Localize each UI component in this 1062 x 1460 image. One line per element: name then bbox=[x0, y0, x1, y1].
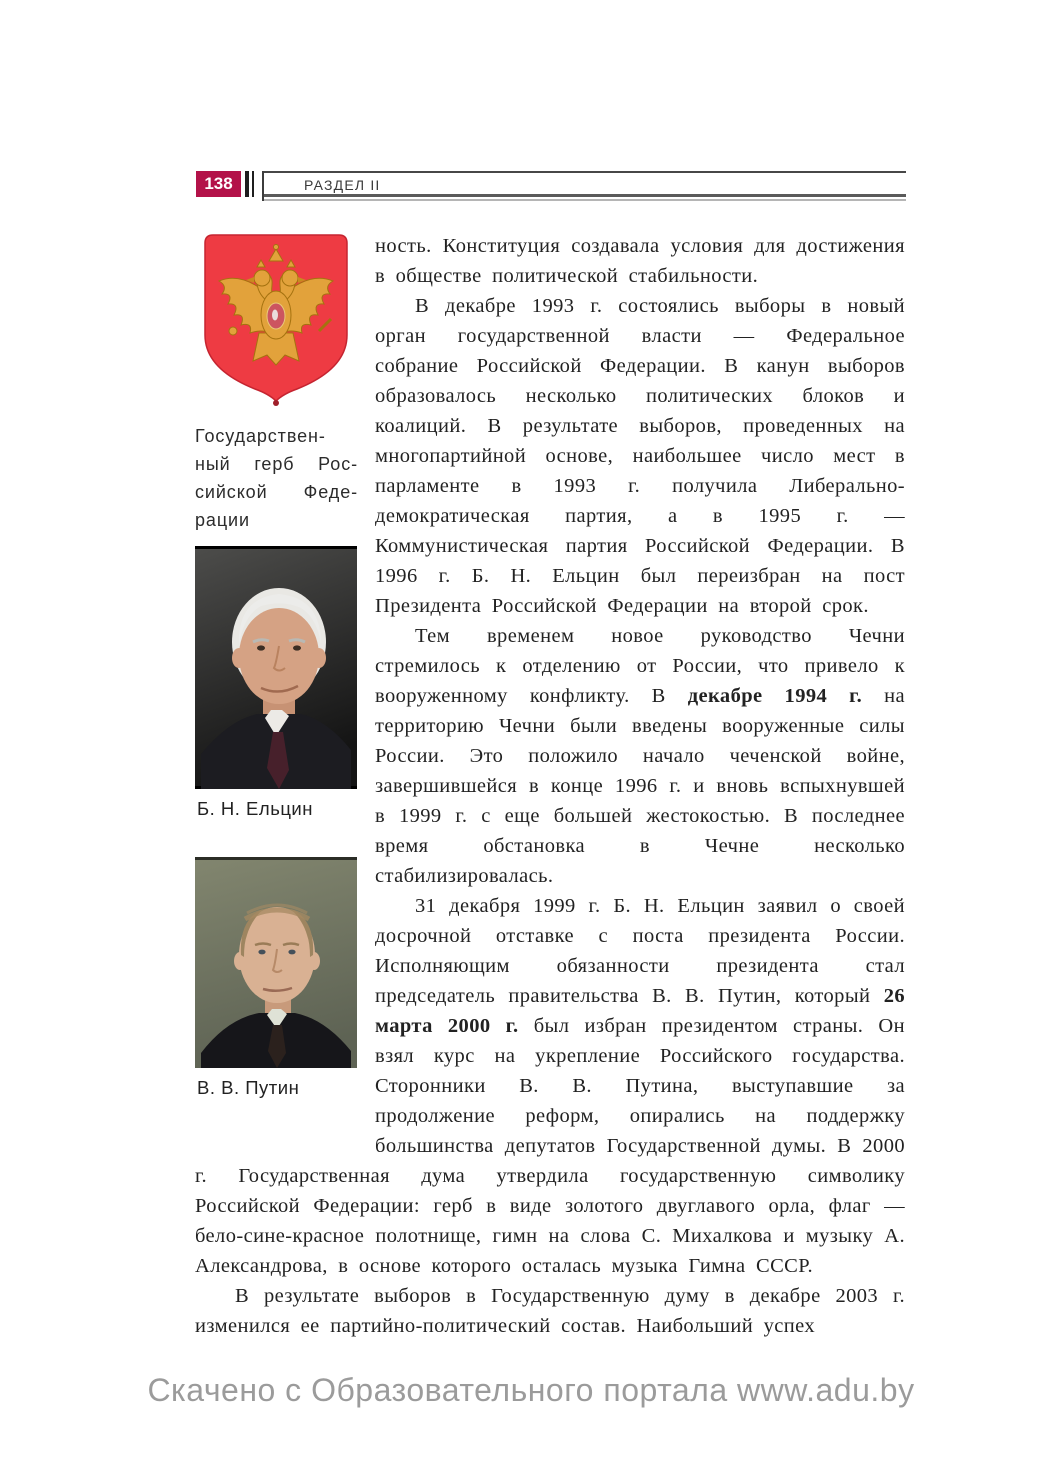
header-rule bbox=[262, 171, 906, 201]
body-text: 31 декабря 1999 г. Б. Н. Ельцин заявил о своей досрочной отставке с поста президента России. Исполняющим обязанности президента стал председатель правительства В. В. Путин, который bbox=[375, 895, 905, 1007]
body-text: В декабре 1993 г. состоялись выборы в новый орган государственной власти — Федеральное собрание Российской Федерации. В канун выборов образовалось несколько политических блоков и коалиций. В результате выборов, проведенных на многопартийной основе, наибольшее число мест в парламенте в 1993 г. получила Либерально-демократическая партия, а в 1995 г. — Коммунистическая партия Российской Федерации. В 1996 г. Б. Н. Ельцин был переизбран на пост Президента Российской Федерации на второй срок. bbox=[375, 295, 905, 617]
russia-coat-of-arms-icon bbox=[195, 231, 357, 406]
bold-date-text: декабре 1994 г. bbox=[687, 685, 863, 707]
page-number-badge: 138 bbox=[196, 171, 241, 197]
body-text: Тем временем новое руководство Чечни стремилось к отделению от России, что привело к вооруженному конфликту. В bbox=[375, 625, 905, 707]
header-rule-bottom-line bbox=[264, 194, 906, 201]
download-watermark: Скачено с Образовательного портала www.adu.by bbox=[147, 1372, 915, 1408]
content-area bbox=[195, 231, 905, 1341]
section-title: РАЗДЕЛ II bbox=[304, 177, 381, 193]
paragraph bbox=[195, 1281, 905, 1341]
divider-bar bbox=[252, 171, 254, 197]
caption-line: Государствен- bbox=[195, 426, 326, 446]
yeltsin-portrait-icon bbox=[195, 546, 357, 789]
yeltsin-caption: Б. Н. Ельцин bbox=[197, 798, 313, 819]
putin-photo bbox=[195, 857, 358, 1068]
page-header bbox=[196, 171, 906, 201]
badge-divider-bars bbox=[245, 171, 254, 197]
bold-date-text: 26 марта 2000 г. bbox=[375, 985, 905, 1037]
body-text: В результате выборов в Государственную думу в декабре 2003 г. изменился ее партийно-политический состав. Наибольший успех bbox=[195, 1285, 905, 1337]
figure-column bbox=[195, 231, 358, 1100]
caption-line: сийской Феде- bbox=[195, 482, 358, 502]
caption-line: ный герб Рос- bbox=[195, 454, 358, 474]
body-text: на территорию Чечни были введены вооруженные силы России. Это положило начало чеченской войне, завершившейся в конце 1996 г. и вновь вспыхнувшей в 1999 г. с еще большей жестокостью. В последнее время обстановка в Чечне несколько стабилизировалась. bbox=[375, 685, 905, 887]
coat-of-arms-image bbox=[195, 231, 358, 406]
caption-line: рации bbox=[195, 510, 250, 530]
putin-portrait-icon bbox=[195, 857, 357, 1068]
yeltsin-photo bbox=[195, 546, 358, 789]
putin-caption: В. В. Путин bbox=[197, 1077, 300, 1098]
divider-bar bbox=[245, 171, 249, 197]
coat-of-arms-caption bbox=[195, 422, 358, 534]
body-text: был избран президентом страны. Он взял курс на укрепление Российского государства. Сторонники В. В. Путина, выступавшие за продолжение реформ, опирались на поддержку большинства депутатов Государственной думы. В 2000 г. Государственная дума утвердила государственную символику Российской Федерации: герб в виде золотого двуглавого орла, флаг — бело-сине-красное полотнище, гимн на слова С. Михалкова и музыку А. Александрова, в основе которого осталась музыка Гимна СССР. bbox=[195, 1015, 906, 1277]
body-text: ность. Конституция создавала условия для достижения в обществе политической стабильности. bbox=[375, 235, 905, 287]
